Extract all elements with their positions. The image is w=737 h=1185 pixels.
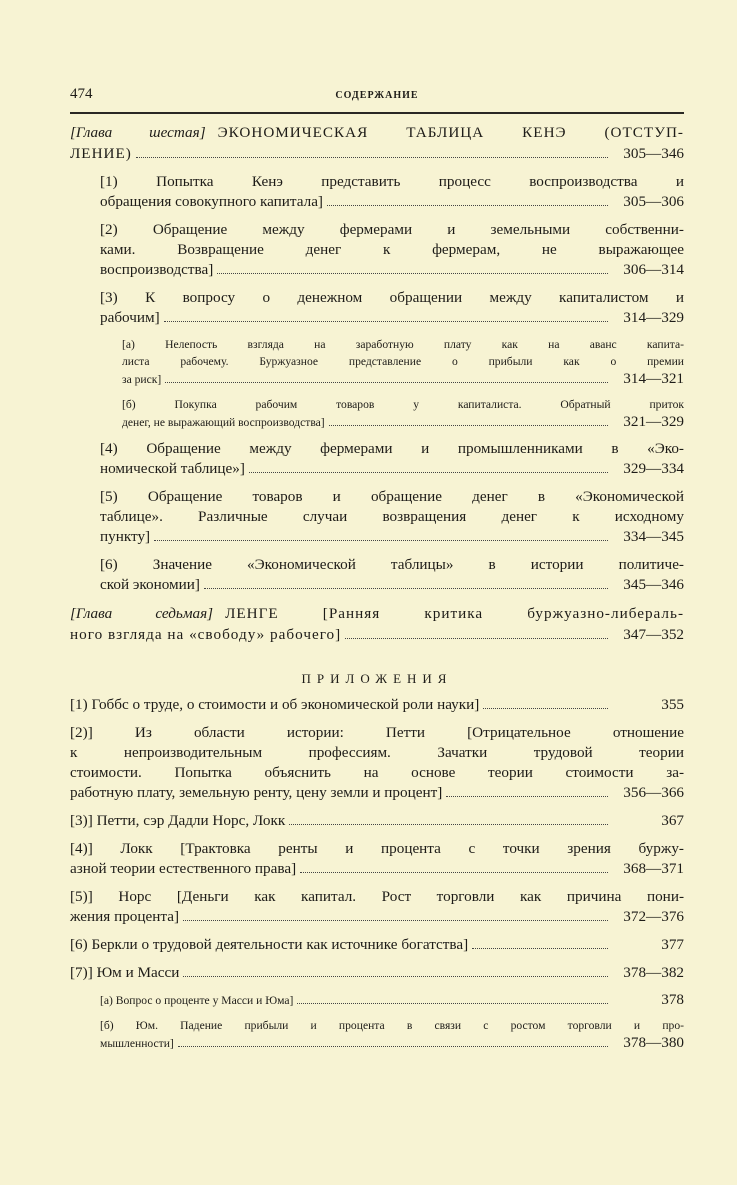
toc-entry-line xyxy=(122,353,684,370)
toc-entry-line xyxy=(100,260,684,280)
entry-text: [1) Гоббс о труде, о стоимости и об экономической роли науки] xyxy=(70,696,480,713)
toc-entry xyxy=(70,603,684,645)
page-range: 329—334 xyxy=(623,460,684,477)
dot-leader xyxy=(204,588,608,589)
dot-leader xyxy=(289,824,608,825)
dot-leader xyxy=(446,796,608,797)
entry-text: [7)] Юм и Масси xyxy=(70,964,180,981)
entry-text: [3)] Петти, сэр Дадли Норс, Локк xyxy=(70,812,286,829)
entry-text: работную плату, земельную ренту, цену земли и процент] xyxy=(70,784,443,801)
toc-entry xyxy=(70,811,684,831)
toc-entry-line xyxy=(70,122,684,143)
toc-entry xyxy=(70,396,684,431)
toc-entry xyxy=(70,555,684,595)
toc-entry-line xyxy=(100,288,684,308)
toc-entry-line xyxy=(122,336,684,353)
toc-entry xyxy=(70,935,684,955)
toc-entry-line xyxy=(70,963,684,983)
toc-entry-line xyxy=(100,308,684,328)
dot-leader xyxy=(164,321,608,322)
toc-entry-line xyxy=(70,935,684,955)
page-range: 345—346 xyxy=(623,576,684,593)
entry-text: рабочим] xyxy=(100,309,160,326)
toc-entry xyxy=(70,1017,684,1052)
page-range: 372—376 xyxy=(623,908,684,925)
entry-text: жения процента] xyxy=(70,908,180,925)
entry-text: [2)] Из области истории: Петти [Отрицательное отношение xyxy=(70,724,684,741)
page-range: 355 xyxy=(661,696,684,713)
page-header xyxy=(70,84,684,108)
toc-entry-line xyxy=(70,763,684,783)
entry-text: [3) К вопросу о денежном обращении между капиталистом и xyxy=(100,289,684,306)
toc-entry-line xyxy=(100,172,684,192)
toc-appendix-list xyxy=(70,695,684,1052)
dot-leader xyxy=(165,382,608,383)
entry-text: ЭКОНОМИЧЕСКАЯ ТАБЛИЦА КЕНЭ (ОТСТУП- xyxy=(217,124,684,141)
entry-text: номической таблице»] xyxy=(100,460,245,477)
toc-entry-line xyxy=(100,220,684,240)
toc-entry-line xyxy=(70,695,684,715)
entry-text: ЛЕНГЕ [Ранняя критика буржуазно-либераль- xyxy=(225,605,684,622)
page-range: 378—380 xyxy=(623,1034,684,1051)
toc-entry xyxy=(70,439,684,479)
page-range: 368—371 xyxy=(623,860,684,877)
entry-text: ской экономии] xyxy=(100,576,200,593)
toc-entry-line xyxy=(100,487,684,507)
toc-entry-line xyxy=(70,143,684,164)
page-range: 305—346 xyxy=(623,145,684,162)
dot-leader xyxy=(154,540,608,541)
toc-entry-line xyxy=(100,507,684,527)
page-range: 356—366 xyxy=(623,784,684,801)
entry-text: воспроизводства] xyxy=(100,261,214,278)
page-range: 321—329 xyxy=(623,413,684,430)
toc-entry-line xyxy=(70,907,684,927)
toc-entry-line xyxy=(70,839,684,859)
toc-entry xyxy=(70,122,684,164)
toc-entry xyxy=(70,991,684,1009)
entry-text: к непроизводительным профессиям. Зачатки трудовой теории xyxy=(70,744,684,761)
toc-entry-line xyxy=(122,370,684,388)
page-number: 474 xyxy=(70,86,93,102)
dot-leader xyxy=(345,638,608,639)
toc-entry-line xyxy=(100,991,684,1009)
toc-entry-line xyxy=(100,240,684,260)
toc-entry-line xyxy=(100,1034,684,1052)
toc-entry-line xyxy=(70,624,684,645)
entry-text: [б) Юм. Падение прибыли и процента в связи с ростом торговли и про- xyxy=(100,1019,684,1032)
dot-leader xyxy=(178,1046,608,1047)
page-range: 377 xyxy=(661,936,684,953)
entry-text: мышленности] xyxy=(100,1037,174,1050)
toc-entry xyxy=(70,220,684,280)
entry-text: пункту] xyxy=(100,528,151,545)
entry-text: листа рабочему. Буржуазное представление о прибыли как о премии xyxy=(122,355,684,368)
toc-entry-line xyxy=(122,413,684,431)
dot-leader xyxy=(183,976,608,977)
toc-entry xyxy=(70,963,684,983)
page-range: 314—321 xyxy=(623,370,684,387)
page-range: 378—382 xyxy=(623,964,684,981)
toc-entry-line xyxy=(100,439,684,459)
entry-text: за риск] xyxy=(122,373,162,386)
toc-entry-line xyxy=(70,811,684,831)
toc-entry xyxy=(70,172,684,212)
dot-leader xyxy=(297,1003,608,1004)
toc-entry xyxy=(70,839,684,879)
entry-text: [а) Нелепость взгляда на заработную плату как на аванс капита- xyxy=(122,338,684,351)
toc-entry-line xyxy=(70,783,684,803)
toc-entry-line xyxy=(100,192,684,212)
entry-text: [5) Обращение товаров и обращение денег в «Экономической xyxy=(100,488,684,505)
dot-leader xyxy=(183,920,608,921)
dot-leader xyxy=(136,157,608,158)
entry-text: [4) Обращение между фермерами и промышленниками в «Эко- xyxy=(100,440,684,457)
dot-leader xyxy=(300,872,608,873)
page-range: 334—345 xyxy=(623,528,684,545)
toc-entry xyxy=(70,887,684,927)
entry-text: [5)] Норс [Деньги как капитал. Рост торговли как причина пони- xyxy=(70,888,684,905)
toc-entry-line xyxy=(100,555,684,575)
toc-entry xyxy=(70,336,684,388)
entry-text: ЛЕНИЕ) xyxy=(70,145,132,162)
toc-entry xyxy=(70,723,684,803)
dot-leader xyxy=(327,205,608,206)
toc-main-list xyxy=(70,122,684,645)
toc-entry-line xyxy=(70,723,684,743)
toc-entry xyxy=(70,695,684,715)
chapter-label: [Глава седьмая] xyxy=(70,605,214,622)
entry-text: [6) Значение «Экономической таблицы» в истории политиче- xyxy=(100,556,684,573)
page-range: 306—314 xyxy=(623,261,684,278)
page-range: 367 xyxy=(661,812,684,829)
toc-entry xyxy=(70,487,684,547)
entry-text: таблице». Различные случаи возвращения денег к исходному xyxy=(100,508,684,525)
entry-text: стоимости. Попытка объяснить на основе теории стоимости за- xyxy=(70,764,684,781)
page-range: 305—306 xyxy=(623,193,684,210)
dot-leader xyxy=(483,708,608,709)
entry-text: [6) Беркли о трудовой деятельности как источнике богатства] xyxy=(70,936,469,953)
toc-entry xyxy=(70,288,684,328)
toc-page xyxy=(70,84,684,1052)
appendix-heading: ПРИЛОЖЕНИЯ xyxy=(301,671,453,686)
toc-entry-line xyxy=(70,743,684,763)
entry-text: ками. Возвращение денег к фермерам, не выражающее xyxy=(100,241,684,258)
chapter-label: [Глава шестая] xyxy=(70,124,206,141)
dot-leader xyxy=(249,472,608,473)
toc-entry-line xyxy=(100,1017,684,1034)
running-head: СОДЕРЖАНИЕ xyxy=(335,90,419,101)
toc-entry-line xyxy=(100,459,684,479)
entry-text: ного взгляда на «свободу» рабочего] xyxy=(70,626,342,643)
toc-entry-line xyxy=(70,859,684,879)
toc-entry-line xyxy=(70,887,684,907)
toc-entry-line xyxy=(100,527,684,547)
dot-leader xyxy=(472,948,608,949)
toc-entry-line xyxy=(70,603,684,624)
toc-entry-line xyxy=(122,396,684,413)
dot-leader xyxy=(329,425,608,426)
page-range: 347—352 xyxy=(623,626,684,643)
header-rule xyxy=(70,112,684,114)
entry-text: денег, не выражающий воспроизводства] xyxy=(122,416,325,429)
entry-text: [2) Обращение между фермерами и земельными собственни- xyxy=(100,221,684,238)
page-range: 314—329 xyxy=(623,309,684,326)
dot-leader xyxy=(217,273,608,274)
entry-text: азной теории естественного права] xyxy=(70,860,297,877)
entry-text: [а) Вопрос о проценте у Масси и Юма] xyxy=(100,994,294,1007)
page-range: 378 xyxy=(661,991,684,1008)
entry-text: [4)] Локк [Трактовка ренты и процента с точки зрения буржу- xyxy=(70,840,684,857)
entry-text: обращения совокупного капитала] xyxy=(100,193,323,210)
entry-text: [1) Попытка Кенэ представить процесс воспроизводства и xyxy=(100,173,684,190)
toc-entry-line xyxy=(100,575,684,595)
entry-text: [б) Покупка рабочим товаров у капиталиста. Обратный приток xyxy=(122,398,684,411)
